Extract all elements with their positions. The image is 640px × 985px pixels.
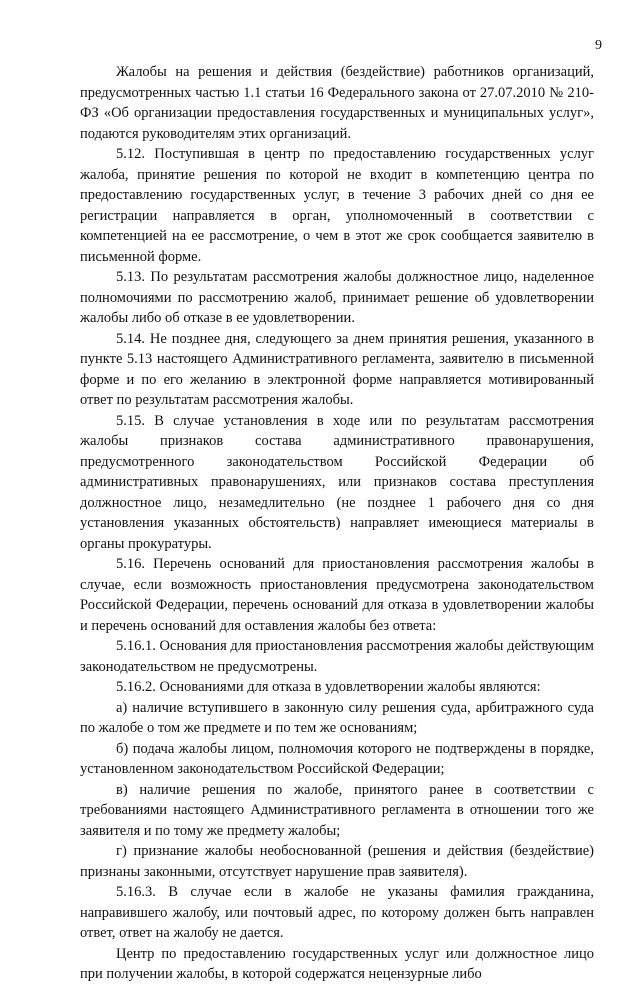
- paragraph-5-16-3: 5.16.3. В случае если в жалобе не указаны фамилия гражданина, направившего жалобу, или почтовый адрес, по которому должен быть направлен ответ, ответ на жалобу не дается.: [80, 884, 594, 941]
- list-item-g: г) признание жалобы необоснованной (решения и действия (бездействие) признаны законными, отсутствует нарушение прав заявителя).: [80, 843, 594, 880]
- paragraph-5-12: 5.12. Поступившая в центр по предоставлению государственных услуг жалоба, принятие решения по которой не входит в компетенцию центра по предоставлению государственных услуг, в течение 3 рабочих дней со дня ее регистрации направляется в орган, уполномоченный в соответствии с компетенцией на ее рассмотрение, о чем в этот же срок сообщается заявителю в письменной форме.: [80, 146, 594, 265]
- paragraph-5-14: 5.14. Не позднее дня, следующего за днем принятия решения, указанного в пункте 5.13 настоящего Административного регламента, заявителю в письменной форме и по его желанию в электронной форме направляется мотивированный ответ по результатам рассмотрения жалобы.: [80, 330, 594, 408]
- paragraph-5-15: 5.15. В случае установления в ходе или по результатам рассмотрения жалобы признаков состава административного правонарушения, предусмотренного законодательством Российской Федерации об административных правонарушениях, или признаков состава преступления должностное лицо, незамедлительно (не позднее 1 рабочего дня со дня установления указанных обстоятельств) направляет имеющиеся материалы в органы прокуратуры.: [80, 412, 594, 552]
- document-body: [80, 62, 594, 985]
- list-item-v: в) наличие решения по жалобе, принятого ранее в соответствии с требованиями настоящего Административного регламента в отношении того же заявителя и по тому же предмету жалобы;: [80, 781, 594, 839]
- paragraph-5-16-1: 5.16.1. Основания для приостановления рассмотрения жалобы действующим законодательством не предусмотрены.: [80, 638, 594, 675]
- list-item-b: б) подача жалобы лицом, полномочия которого не подтверждены в порядке, установленном законодательством Российской Федерации;: [80, 740, 594, 777]
- list-item-a: а) наличие вступившего в законную силу решения суда, арбитражного суда по жалобе о том же предмете и по тем же основаниям;: [80, 699, 594, 736]
- paragraph-5-13: 5.13. По результатам рассмотрения жалобы должностное лицо, наделенное полномочиями по рассмотрению жалоб, принимает решение об удовлетворении жалобы либо об отказе в ее удовлетворении.: [80, 269, 594, 326]
- paragraph-obscene-complaints: Центр по предоставлению государственных услуг или должностное лицо при получении жалобы, в которой содержатся нецензурные либо: [80, 945, 594, 982]
- paragraph-5-16-2: 5.16.2. Основаниями для отказа в удовлетворении жалобы являются:: [116, 679, 541, 695]
- paragraph-5-16: 5.16. Перечень оснований для приостановления рассмотрения жалобы в случае, если возможность приостановления предусмотрена законодательством Российской Федерации, перечень оснований для отказа в удовлетворении жалобы и перечень оснований для оставления жалобы без ответа:: [80, 556, 594, 634]
- page-number: 9: [595, 38, 602, 53]
- paragraph-complaints-organizations: Жалобы на решения и действия (бездействие) работников организаций, предусмотренных частью 1.1 статьи 16 Федерального закона от 27.07.2010 № 210-ФЗ «Об организации предоставления государственных и муниципальных услуг», подаются руководителям этих организаций.: [80, 64, 594, 142]
